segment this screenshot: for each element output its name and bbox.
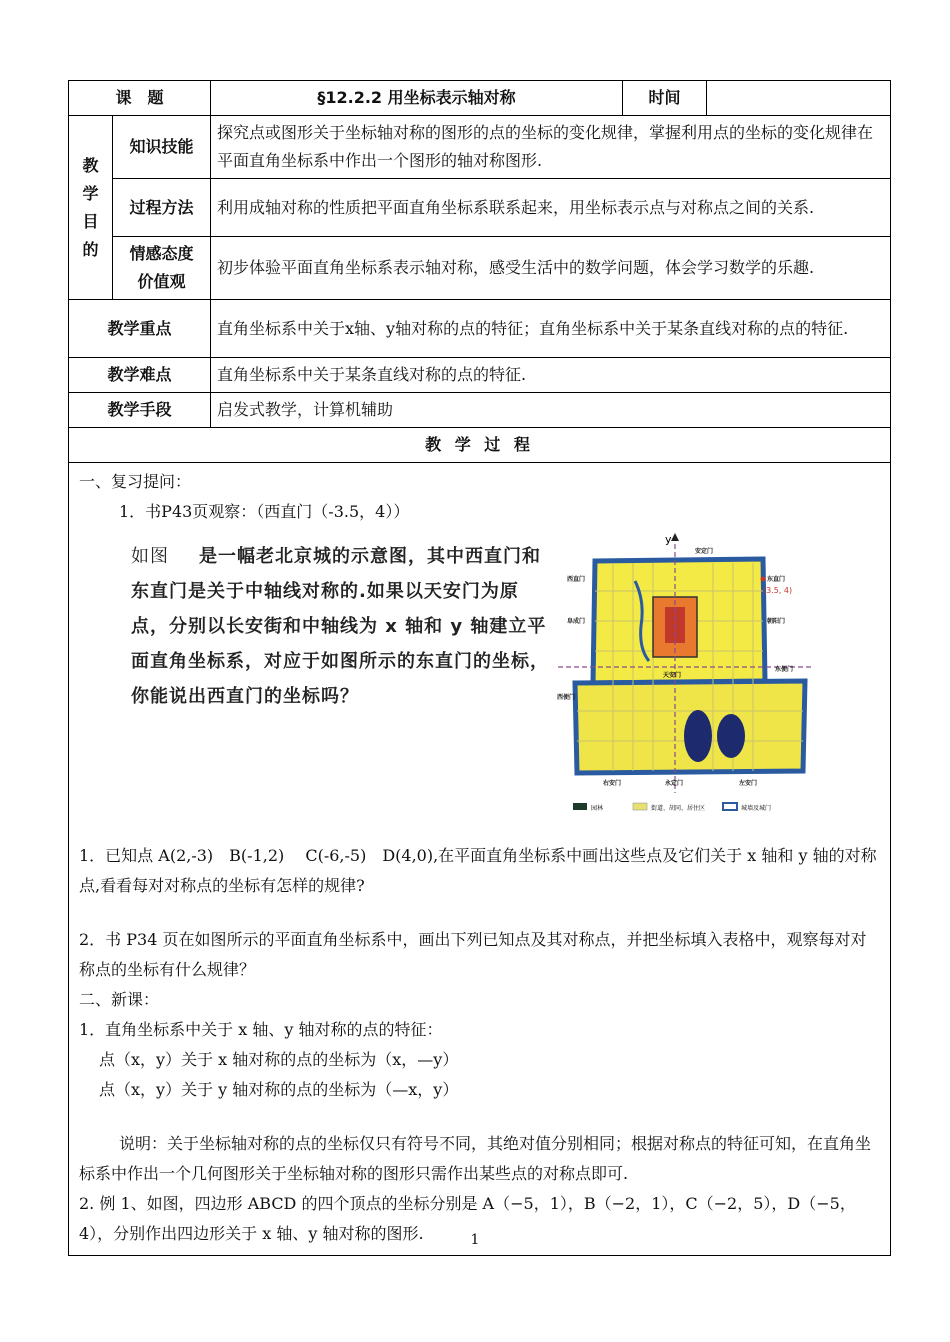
objective-knowledge-text: 探究点或图形关于坐标轴对称的图形的点的坐标的变化规律，掌握利用点的坐标的变化规律在平面直角坐标系中作出一个图形的轴对称图形. xyxy=(211,116,891,179)
svg-text:安定门: 安定门 xyxy=(695,548,714,555)
svg-text:右安门: 右安门 xyxy=(603,780,622,787)
svg-text:阜成门: 阜成门 xyxy=(567,618,586,625)
svg-text:朝阳门: 朝阳门 xyxy=(767,618,786,625)
svg-text:永定门: 永定门 xyxy=(665,780,684,787)
example-1: 2. 例 1、如图，四边形 ABCD 的四个顶点的坐标分别是 A（−5，1），B（−2，1），C（−2，5），D（−5，4），分别作出四边形关于 x 轴、y 轴对称的图形. xyxy=(79,1194,856,1243)
figure-caption-lead: 如图 xyxy=(131,546,169,567)
objective-attitude-text: 初步体验平面直角坐标系表示轴对称，感受生活中的数学问题，体会学习数学的乐趣. xyxy=(211,237,891,300)
process-body xyxy=(69,463,891,1256)
rule-x-axis: 点（x，y）关于 x 轴对称的点的坐标为（x，—y） xyxy=(99,1050,459,1069)
svg-text:(3.5, 4): (3.5, 4) xyxy=(763,586,793,595)
key-point-label: 教学重点 xyxy=(69,300,211,358)
question-2: 2．书 P34 页在如图所示的平面直角坐标系中，画出下列已知点及其对称点，并把坐标填入表格中，观察每对对称点的坐标有什么规律？ xyxy=(79,930,867,979)
beijing-figure xyxy=(79,531,880,831)
objective-process-label: 过程方法 xyxy=(113,179,211,237)
review-heading: 一、复习提问： xyxy=(79,472,192,491)
svg-text:城墙及城门: 城墙及城门 xyxy=(741,805,772,812)
svg-text:左安门: 左安门 xyxy=(739,780,758,787)
figure-caption-text: 是一幅老北京城的示意图，其中西直门和东直门是关于中轴线对称的.如果以天安门为原点，分别以长安街和中轴线为 x 轴和 y 轴建立平面直角坐标系，对应于如图所示的东直门的坐标，你能说出西直门的坐标吗？ xyxy=(131,546,549,707)
lesson-plan-page xyxy=(68,80,890,1256)
means-label: 教学手段 xyxy=(69,393,211,428)
new-lesson-heading: 二、新课： xyxy=(79,990,160,1009)
svg-text:西直门: 西直门 xyxy=(567,576,586,583)
page-number: 1 xyxy=(470,1232,480,1248)
time-label: 时间 xyxy=(623,81,707,116)
topic-value: §12.2.2 用坐标表示轴对称 xyxy=(211,81,623,116)
svg-text:西便门: 西便门 xyxy=(557,694,576,701)
svg-text:街道、胡同、居住区: 街道、胡同、居住区 xyxy=(651,805,706,812)
svg-text:东直门: 东直门 xyxy=(767,576,786,583)
time-value xyxy=(707,81,891,116)
figure-caption xyxy=(131,539,551,714)
explanation-note: 说明：关于坐标轴对称的点的坐标仅只有符号不同，其绝对值分别相同；根据对称点的特征可知，在直角坐标系中作出一个几何图形关于坐标轴对称的图形只需作出某些点的对称点即可. xyxy=(79,1134,872,1183)
means-text: 启发式教学，计算机辅助 xyxy=(211,393,891,428)
svg-text:东便门: 东便门 xyxy=(775,666,794,673)
svg-text:y: y xyxy=(665,533,672,546)
question-1: 1．已知点 A(2,-3) B(-1,2) C(-6,-5) D(4,0),在平面直角坐标系中画出这些点及它们关于 x 轴和 y 轴的对称点,看看每对对称点的坐标有怎样的规律? xyxy=(79,846,877,895)
difficulty-text: 直角坐标系中关于某条直线对称的点的特征. xyxy=(211,358,891,393)
new-lesson-item-1: 1．直角坐标系中关于 x 轴、y 轴对称的点的特征： xyxy=(79,1020,443,1039)
objectives-group-label: 教 学 目 的 xyxy=(69,116,113,300)
svg-text:天安门: 天安门 xyxy=(663,672,682,679)
key-point-text: 直角坐标系中关于x轴、y轴对称的点的特征；直角坐标系中关于某条直线对称的点的特征. xyxy=(211,300,891,358)
rule-y-axis: 点（x，y）关于 y 轴对称的点的坐标为（—x，y） xyxy=(99,1080,459,1099)
objective-process-text: 利用成轴对称的性质把平面直角坐标系联系起来，用坐标表示点与对称点之间的关系. xyxy=(211,179,891,237)
topic-label: 课 题 xyxy=(69,81,211,116)
objective-attitude-label: 情感态度 价值观 xyxy=(113,237,211,300)
lesson-plan-table xyxy=(68,80,891,1256)
process-title: 教 学 过 程 xyxy=(69,428,891,463)
temple-of-agriculture xyxy=(717,714,745,758)
objective-knowledge-label: 知识技能 xyxy=(113,116,211,179)
review-item: 1．书P43页观察：（西直门（-3.5，4）） xyxy=(119,502,410,521)
old-beijing-map xyxy=(553,531,815,831)
temple-of-heaven xyxy=(684,710,712,762)
svg-text:园林: 园林 xyxy=(591,805,604,812)
difficulty-label: 教学难点 xyxy=(69,358,211,393)
